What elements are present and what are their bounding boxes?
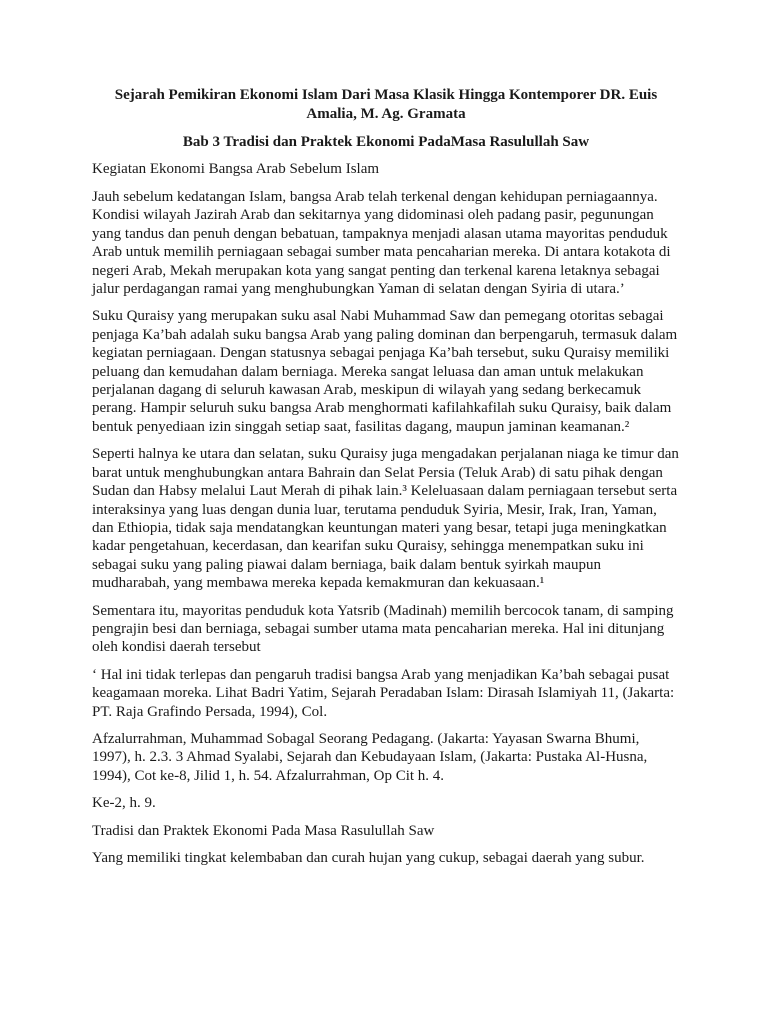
- footnote-3: Ke-2, h. 9.: [92, 795, 156, 812]
- footnote-1: ‘ Hal ini tidak terlepas dan pengaruh tradisi bangsa Arab yang menjadikan Ka’bah sebagai pusat keagamaan moreka. Lihat Badri Yatim, Sejarah Peradaban Islam: Dirasah Islamiyah 11, (Jakarta: PT. Raja Grafindo Persada, 1994), Col.: [92, 666, 675, 720]
- footnote-2: Afzalurrahman, Muhammad Sobagal Seorang Pedagang. (Jakarta: Yayasan Swarna Bhumi, 1997), h. 2.3. 3 Ahmad Syalabi, Sejarah dan Kebudayaan Islam, (Jakarta: Pustaka Al-Husna, 1994), Cot ke-8, Jilid 1, h. 54. Afzalurrahman, Op Cit h. 4.: [92, 730, 648, 784]
- running-header: Tradisi dan Praktek Ekonomi Pada Masa Rasulullah Saw: [92, 822, 435, 839]
- paragraph-4: Sementara itu, mayoritas penduduk kota Yatsrib (Madinah) memilih bercocok tanam, di samping pengrajin besi dan berniaga, sebagai sumber utama mata pencaharian mereka. Hal ini ditunjang oleh kondisi daerah tersebut: [92, 602, 674, 656]
- document-page: [92, 86, 680, 876]
- paragraph-1: Jauh sebelum kedatangan Islam, bangsa Arab telah terkenal dengan kehidupan perniagaannya. Kondisi wilayah Jazirah Arab dan sekitarnya yang didominasi oleh padang pasir, pegunungan yang tandus dan penuh dengan bebatuan, tampaknya menjadi alasan utama mayoritas penduduk Arab untuk memilih perniagaan sebagai sumber mata pencaharian mereka. Di antara kotakota di negeri Arab, Mekah merupakan kota yang sangat penting dan terkenal karena letaknya sebagai jalur perdagangan ramai yang menghubungkan Yaman di selatan dengan Syiria di utara.’: [92, 189, 671, 298]
- paragraph-5: Yang memiliki tingkat kelembaban dan curah hujan yang cukup, sebagai daerah yang subur.: [92, 850, 645, 866]
- paragraph-3: Seperti halnya ke utara dan selatan, suku Quraisy juga mengadakan perjalanan niaga ke timur dan barat untuk menghubungkan antara Bahrain dan Selat Persia (Teluk Arab) di satu pihak dengan Sudan dan Habsy melalui Laut Merah di pihak lain.³ Keleluasaan dalam perniagaan tersebut serta interaksinya yang luas dengan dunia luar, terutama penduduk Syiria, Mesir, Irak, Iran, Yaman, dan Ethiopia, tidak saja mendatangkan keuntungan materi yang besar, tetapi juga meningkatkan kadar pengetahuan, kecerdasan, dan kearifan suku Quraisy, sehingga menempatkan suku ini sebagai suku yang paling piawai dalam berniaga, baik dalam bentuk syirkah maupun mudharabah, yang membawa mereka kepada kemakmuran dan kekuasaan.¹: [92, 446, 679, 592]
- chapter-title: Bab 3 Tradisi dan Praktek Ekonomi PadaMasa Rasulullah Saw: [182, 134, 590, 151]
- document-title: Sejarah Pemikiran Ekonomi Islam Dari Masa Klasik Hingga Kontemporer DR. Euis Amalia, M. Ag. Gramata: [114, 87, 658, 122]
- section-heading: Kegiatan Ekonomi Bangsa Arab Sebelum Islam: [92, 160, 380, 177]
- paragraph-2: Suku Quraisy yang merupakan suku asal Nabi Muhammad Saw dan pemegang otoritas sebagai penjaga Ka’bah adalah suku bangsa Arab yang paling dominan dan berpengaruh, termasuk dalam kegiatan perniagaan. Dengan statusnya sebagai penjaga Ka’bah tersebut, suku Quraisy memiliki peluang dan kemudahan dalam berniaga. Mereka sangat leluasa dan aman untuk melakukan perjalanan dagang di seluruh kawasan Arab, meskipun di wilayah yang sedang berkecamuk perang. Hampir seluruh suku bangsa Arab menghormati kafilahkafilah suku Quraisy, baik dalam bentuk penyediaan izin singgah setiap saat, fasilitas dagang, maupun jaminan keamanan.²: [92, 308, 678, 435]
